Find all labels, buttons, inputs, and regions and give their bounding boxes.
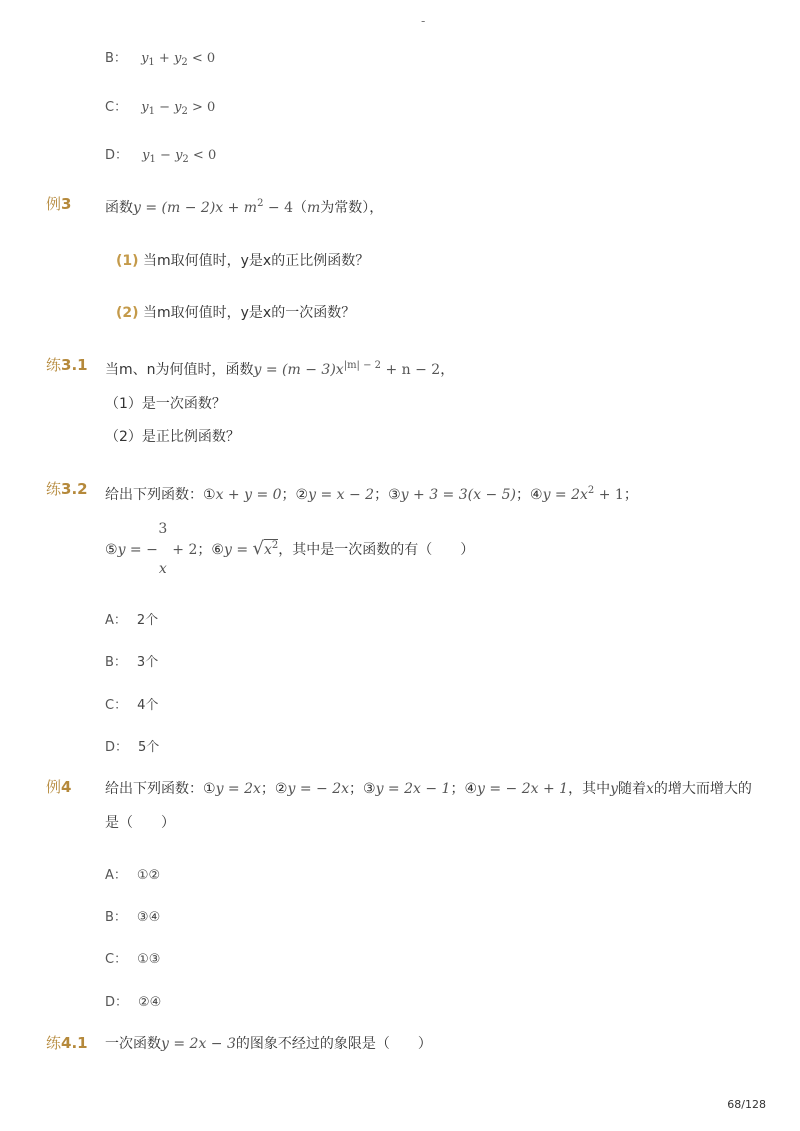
practice-4-1-tag: 练4.1	[46, 1034, 88, 1052]
example-3-tag: 例3	[46, 195, 72, 213]
radicand: $x^2$	[263, 540, 279, 558]
fraction-3-over-x: 3 x	[158, 521, 168, 577]
option-c[interactable]: C： $y_1 - y_2 > 0$	[105, 100, 216, 117]
sqrt-icon: √	[252, 538, 264, 559]
option-d[interactable]: D： $y_1 - y_2 < 0$	[105, 148, 217, 165]
example-4-line2: 是（ ）	[105, 815, 175, 831]
practice-3-1-stem: 当m、n为何值时，函数$y = (m - 3)x^{|m| - 2} + n - 2$，	[105, 360, 455, 378]
option-c[interactable]: C： 4个	[105, 698, 159, 713]
option-a[interactable]: A： 2个	[105, 613, 159, 628]
option-b[interactable]: B： ③④	[105, 910, 161, 925]
practice-3-2-line2: ⑤y = − 3 x + 2；⑥y = $√x^2$，其中是一次函数的有（ ）	[105, 521, 475, 577]
option-b[interactable]: B： 3个	[105, 655, 159, 670]
option-d[interactable]: D： ②④	[105, 995, 162, 1010]
practice-3-1-tag: 练3.1	[46, 356, 88, 374]
practice-3-2-line1: 给出下列函数：①x + y = 0；②y = x − 2；③y + 3 = 3(x − 5)；④y = $2x^2 + 1$；	[105, 485, 638, 503]
example-4-tag: 例4	[46, 778, 72, 796]
example-4-line1: 给出下列函数：①y = 2x；②y = − 2x；③y = 2x − 1；④y = − 2x + 1，其中y随着x的增大而增大的	[105, 781, 752, 797]
practice-3-2-tag: 练3.2	[46, 480, 88, 498]
example-3-sub1: (1) 当m取何值时，y是x的正比例函数？	[116, 253, 370, 269]
practice-3-1-sub1: （1）是一次函数？	[105, 396, 226, 412]
header-mark: -	[421, 14, 426, 28]
example-3-sub2: (2) 当m取何值时，y是x的一次函数？	[116, 305, 356, 321]
practice-3-1-sub2: （2）是正比例函数？	[105, 429, 240, 445]
page-number: 68/128	[727, 1098, 766, 1111]
option-c[interactable]: C： ①③	[105, 952, 161, 967]
option-a[interactable]: A： ①②	[105, 868, 161, 883]
option-b[interactable]: B： $y_1 + y_2 < 0$	[105, 51, 216, 68]
practice-4-1-stem: 一次函数y = 2x − 3的图象不经过的象限是（ ）	[105, 1036, 432, 1052]
option-d[interactable]: D： 5个	[105, 740, 160, 755]
example-3-stem: 函数$y = (m - 2)x + m^2 - 4(m$为常数），	[105, 198, 384, 216]
